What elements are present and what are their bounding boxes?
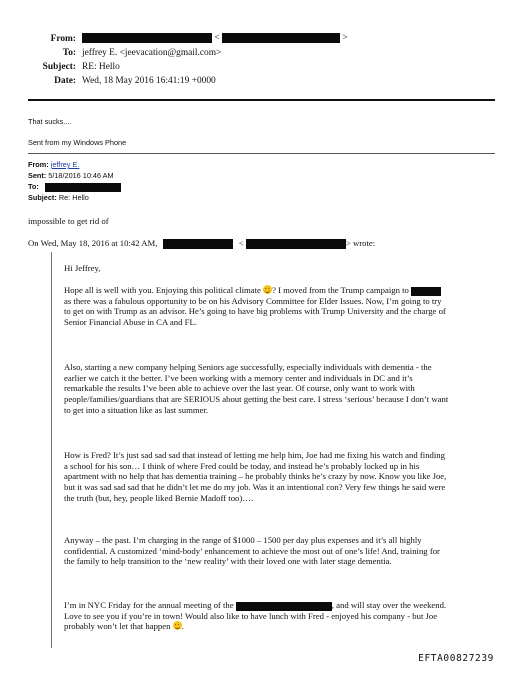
subject-value: RE: Hello (82, 62, 120, 72)
p5-line-3: probably won’t let that happen . (64, 621, 184, 632)
redaction-bar (411, 287, 441, 296)
redaction-bar (222, 33, 340, 43)
fwd-subject-value: Re: Hello (58, 193, 89, 202)
subject-label: Subject: (42, 62, 76, 72)
fwd-subject (28, 193, 89, 202)
from-open-bracket: < (214, 33, 220, 44)
date-value: Wed, 18 May 2016 16:41:19 +0000 (82, 76, 216, 86)
redaction-bar (163, 239, 233, 249)
quote-intro-suffix: > wrote: (345, 238, 376, 248)
redaction-bar (246, 239, 346, 249)
smiley-face-icon (173, 621, 182, 630)
message-paragraph-4 (64, 535, 488, 567)
fwd-from-label: From: (28, 160, 49, 169)
quote-bar (51, 252, 52, 648)
p1-line-1: Hope all is well with you. Enjoying this political climate ? I moved from the Trump campaign to (64, 285, 488, 296)
p5-line-2: Love to see you if you’re in town! Would also like to have lunch with Fred - enjoyed his company - but Joe (64, 610, 438, 621)
message-greeting: Hi Jeffrey, (64, 263, 101, 273)
p1-line-3: to get on with Trump as an advisor. He’s going to have big problems with Trump University and the charge of (64, 306, 446, 317)
message-paragraph-3 (64, 450, 488, 504)
fwd-sent-value: 5/18/2016 10:46 AM (48, 171, 114, 180)
fwd-to (28, 182, 121, 192)
to-label: To: (62, 48, 76, 58)
p2-line-4: people/families/guardians that are SERIOUS about getting the best care. I stress ‘serious’ because I don’t want (64, 394, 449, 405)
p2-line-1: Also, starting a new company helping Seniors age successfully, especially individuals with dementia - the (64, 362, 432, 372)
p4-line-2: confidential. A customized ‘mind-body’ enhancement to achieve the most out of one’s life! And, training for (64, 545, 440, 556)
reply-divider (28, 153, 495, 154)
reply1-body: That sucks.... (28, 117, 72, 126)
quote-intro (28, 238, 375, 249)
message-paragraph-5 (64, 600, 488, 632)
message-paragraph-1 (64, 285, 488, 328)
p1-line-4: Senior Financial Abuse in CA and FL. (64, 317, 197, 328)
quote-intro-prefix: On Wed, May 18, 2016 at 10:42 AM, (28, 238, 158, 248)
reply2-body: impossible to get rid of (28, 216, 109, 226)
from-value (82, 33, 348, 43)
fwd-from (28, 160, 79, 169)
smiley-face-icon (263, 285, 272, 294)
redaction-bar (82, 33, 212, 43)
fwd-subject-label: Subject: (28, 193, 57, 202)
reply1-signature: Sent from my Windows Phone (28, 138, 127, 147)
redaction-bar (45, 183, 121, 192)
p3-line-1: How is Fred? It’s just sad sad sad that instead of letting me help him, Joe had me fixing his watch and finding (64, 450, 445, 460)
p2-line-5: to get into a situation like as last summer. (64, 404, 209, 415)
fwd-sent-label: Sent: (28, 171, 47, 180)
fwd-from-link[interactable]: jeffrey E. (50, 160, 80, 169)
p3-line-4: but it was sad sad sad that he didn’t let me do my job. Was it an intentional con? Very few things he said were (64, 482, 446, 493)
redaction-bar (236, 602, 332, 611)
p4-line-1: Anyway – the past. I’m charging in the range of $1000 – 1500 per day plus expenses and it’s all highly (64, 535, 422, 545)
p3-line-5: the truth (but, hey, people liked Bernie Madoff too)…. (64, 492, 254, 503)
date-label: Date: (54, 76, 76, 86)
p5-line-1: I’m in NYC Friday for the annual meeting of the , and will stay over the weekend. (64, 600, 447, 610)
to-value: jeffrey E. <jeevacation@gmail.com> (82, 48, 222, 58)
p3-line-3: apartment with no help that has dementia training – he probably thinks he’s crazy by now. Know you like Joe, (64, 471, 447, 482)
quote-intro-open: < (238, 238, 244, 248)
p1-line-2: as there was a fabulous opportunity to be on his Advisory Committee for Elder Issues. Now, I’m going to try (64, 295, 442, 306)
from-close-bracket: > (342, 33, 348, 44)
fwd-to-label: To: (28, 182, 39, 191)
message-paragraph-2 (64, 362, 488, 416)
from-label: From: (50, 34, 76, 44)
p4-line-3: the family to help transition to the ‘new reality’ with their loved one with later stage dementia. (64, 556, 392, 567)
header-divider (28, 99, 495, 101)
p3-line-2: a school for his son… I think of where Fred could be today, and instead he’s probably locked up in his (64, 460, 420, 471)
p2-line-2: earlier we catch it the better. I’ve been working with a memory center and individuals in DC and it’s (64, 372, 413, 383)
fwd-sent (28, 171, 114, 180)
p2-line-3: remarkable the results I’ve been able to achieve over the last year. Of course, only want to work with (64, 383, 415, 394)
document-id: EFTA00827239 (418, 653, 494, 664)
